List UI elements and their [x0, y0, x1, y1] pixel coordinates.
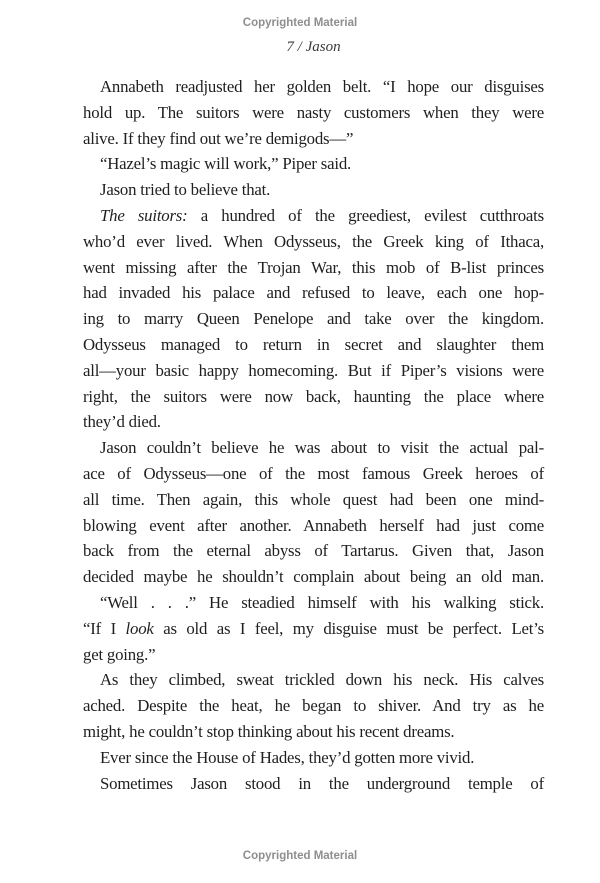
text-line — [83, 151, 544, 177]
text-line — [83, 358, 544, 384]
text-segment: “If I — [83, 618, 126, 638]
text-segment: decided maybe he shouldn’t complain about being an old man. — [83, 567, 544, 587]
text-segment: had invaded his palace and refused to leave, each one hop- — [83, 283, 544, 303]
text-segment: “Hazel’s magic will work,” Piper said. — [100, 154, 352, 174]
text-line — [83, 229, 544, 255]
text-line — [83, 435, 544, 461]
text-segment: as old as I feel, my disguise must be perfect. Let’s — [153, 618, 544, 638]
text-line — [83, 74, 544, 100]
text-segment: all time. Then again, this whole quest had been one mind- — [83, 489, 544, 509]
text-line — [83, 719, 544, 745]
text-line — [83, 564, 544, 590]
text-segment: “Well . . .” He steadied himself with his walking stick. — [100, 592, 544, 612]
text-line — [83, 745, 544, 771]
text-line — [83, 590, 544, 616]
text-line — [83, 332, 544, 358]
bottom-copyright-notice: Copyrighted Material — [242, 850, 358, 862]
text-segment: ing to marry Queen Penelope and take over the kingdom. — [83, 309, 544, 329]
text-line — [83, 667, 544, 693]
text-segment: who’d ever lived. When Odysseus, the Greek king of Ithaca, — [83, 231, 544, 251]
text-segment: Jason couldn’t believe he was about to visit the actual pal- — [100, 438, 544, 458]
text-segment: they’d died. — [83, 412, 161, 432]
text-line — [83, 461, 544, 487]
text-line — [83, 642, 544, 668]
text-segment: might, he couldn’t stop thinking about his recent dreams. — [83, 721, 455, 741]
text-line — [83, 126, 544, 152]
text-line — [83, 306, 544, 332]
text-segment: Jason tried to believe that. — [100, 180, 271, 200]
italic-text-segment: look — [125, 618, 154, 638]
text-segment: Annabeth readjusted her golden belt. “I hope our disguises — [100, 77, 544, 96]
text-segment: ace of Odysseus—one of the most famous Greek heroes of — [83, 463, 544, 483]
text-line — [83, 177, 544, 203]
text-line — [83, 255, 544, 281]
text-segment: a hundred of the greediest, evilest cutthroats — [187, 205, 544, 225]
text-segment: back from the eternal abyss of Tartarus. Given that, Jason — [83, 541, 544, 561]
text-segment: alive. If they find out we’re demigods—” — [83, 128, 354, 148]
text-segment: hold up. The suitors were nasty customers when they were — [83, 102, 544, 122]
text-line — [83, 616, 544, 642]
text-line — [83, 513, 544, 539]
text-segment: get going.” — [83, 644, 156, 664]
text-segment: ached. Despite the heat, he began to shiver. And try as he — [83, 696, 544, 716]
text-line — [83, 693, 544, 719]
text-line — [83, 409, 544, 435]
text-line — [83, 280, 544, 306]
text-segment: went missing after the Trojan War, this mob of B-list princes — [83, 257, 544, 277]
book-page-text — [83, 74, 544, 796]
text-line — [83, 203, 544, 229]
text-segment: all—your basic happy homecoming. But if Piper’s visions were — [83, 360, 544, 380]
text-segment: As they climbed, sweat trickled down his neck. His calves — [100, 670, 544, 690]
text-line — [83, 100, 544, 126]
text-line — [83, 771, 544, 797]
text-segment: blowing event after another. Annabeth herself had just come — [83, 515, 544, 535]
text-line — [83, 538, 544, 564]
chapter-page-header: 7 / Jason — [286, 39, 341, 55]
text-segment: Ever since the House of Hades, they’d gotten more vivid. — [100, 747, 475, 767]
text-segment: Sometimes Jason stood in the underground temple of — [100, 773, 544, 793]
text-line — [83, 487, 544, 513]
italic-text-segment: The suitors: — [100, 205, 188, 225]
top-copyright-notice: Copyrighted Material — [242, 17, 358, 29]
text-segment: right, the suitors were now back, haunting the place where — [83, 386, 544, 406]
text-segment: Odysseus managed to return in secret and slaughter them — [83, 334, 544, 354]
text-line — [83, 384, 544, 410]
